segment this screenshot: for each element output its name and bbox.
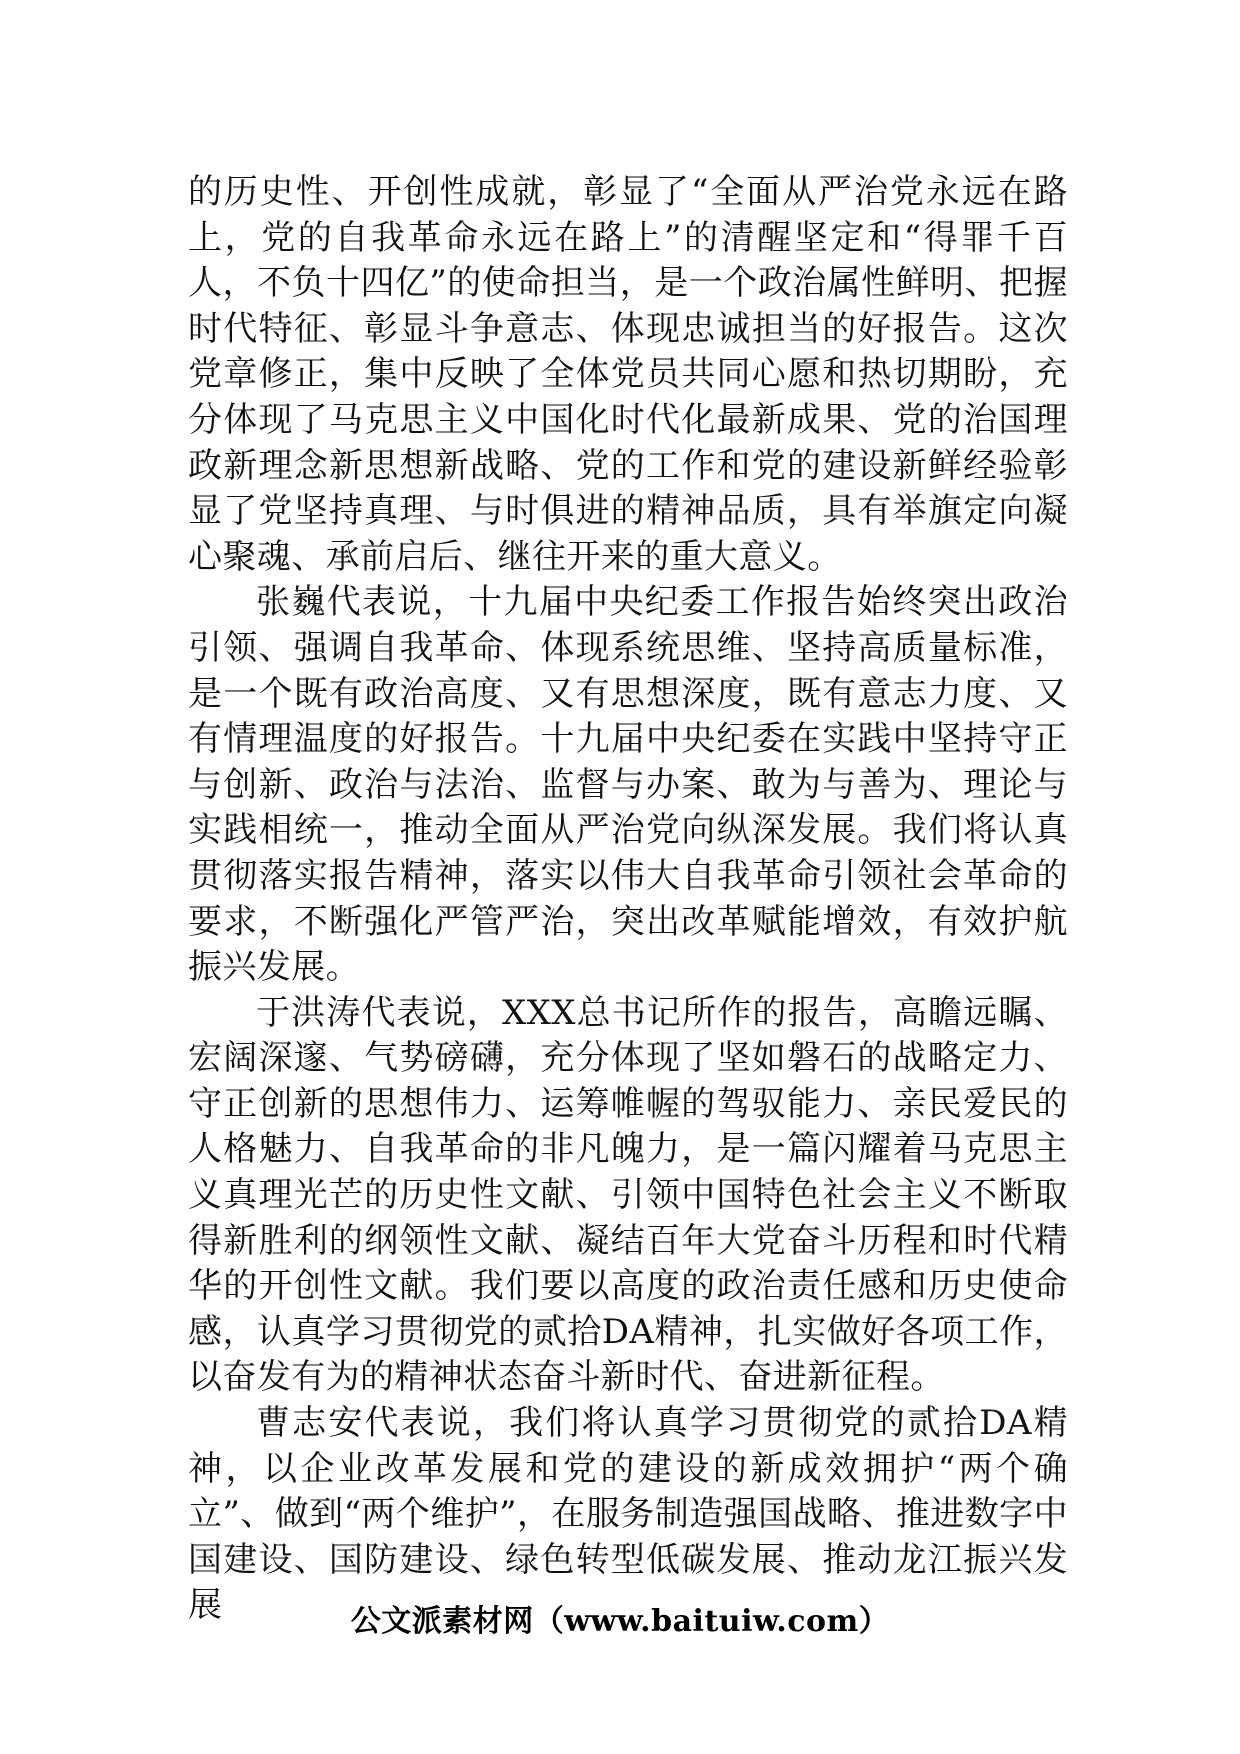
paragraph-cao-zhian: 曹志安代表说，我们将认真学习贯彻党的贰拾DA精神，以企业改革发展和党的建设的新成效拥护“两个确立”、做到“两个维护”，在服务制造强国战略、推进数字中国建设、国防建设、绿色转型低碳发展、推动龙江振兴发展 — [188, 1403, 1068, 1626]
page-footer-watermark: 公文派素材网（www.baituiw.com） — [350, 1604, 890, 1639]
document-body — [188, 170, 1068, 1629]
paragraph-continuation: 的历史性、开创性成就，彰显了“全面从严治党永远在路上，党的自我革命永远在路上”的清醒坚定和“得罪千百人，不负十四亿”的使命担当，是一个政治属性鲜明、把握时代特征、彰显斗争意志、体现忠诚担当的好报告。这次党章修正，集中反映了全体党员共同心愿和热切期盼，充分体现了马克思主义中国化时代化最新成果、党的治国理政新理念新思想新战略、党的工作和党的建设新鲜经验彰显了党坚持真理、与时俱进的精神品质，具有举旗定向凝心聚魂、承前启后、继往开来的重大意义。 — [188, 172, 1068, 577]
paragraph-zhang-wei: 张巍代表说，十九届中央纪委工作报告始终突出政治引领、强调自我革命、体现系统思维、坚持高质量标准，是一个既有政治高度、又有思想深度，既有意志力度、又有情理温度的好报告。十九届中央纪委在实践中坚持守正与创新、政治与法治、监督与办案、敢为与善为、理论与实践相统一，推动全面从严治党向纵深发展。我们将认真贯彻落实报告精神，落实以伟大自我革命引领社会革命的要求，不断强化严管严治，突出改革赋能增效，有效护航振兴发展。 — [188, 582, 1068, 988]
paragraph-yu-hongtao: 于洪涛代表说，XXX总书记所作的报告，高瞻远瞩、宏阔深邃、气势磅礴，充分体现了坚如磐石的战略定力、守正创新的思想伟力、运筹帷幄的驾驭能力、亲民爱民的人格魅力、自我革命的非凡魄力，是一篇闪耀着马克思主义真理光芒的历史性文献、引领中国特色社会主义不断取得新胜利的纲领性文献、凝结百年大党奋斗历程和时代精华的开创性文献。我们要以高度的政治责任感和历史使命感，认真学习贯彻党的贰拾DA精神，扎实做好各项工作，以奋发有为的精神状态奋斗新时代、奋进新征程。 — [188, 992, 1068, 1398]
